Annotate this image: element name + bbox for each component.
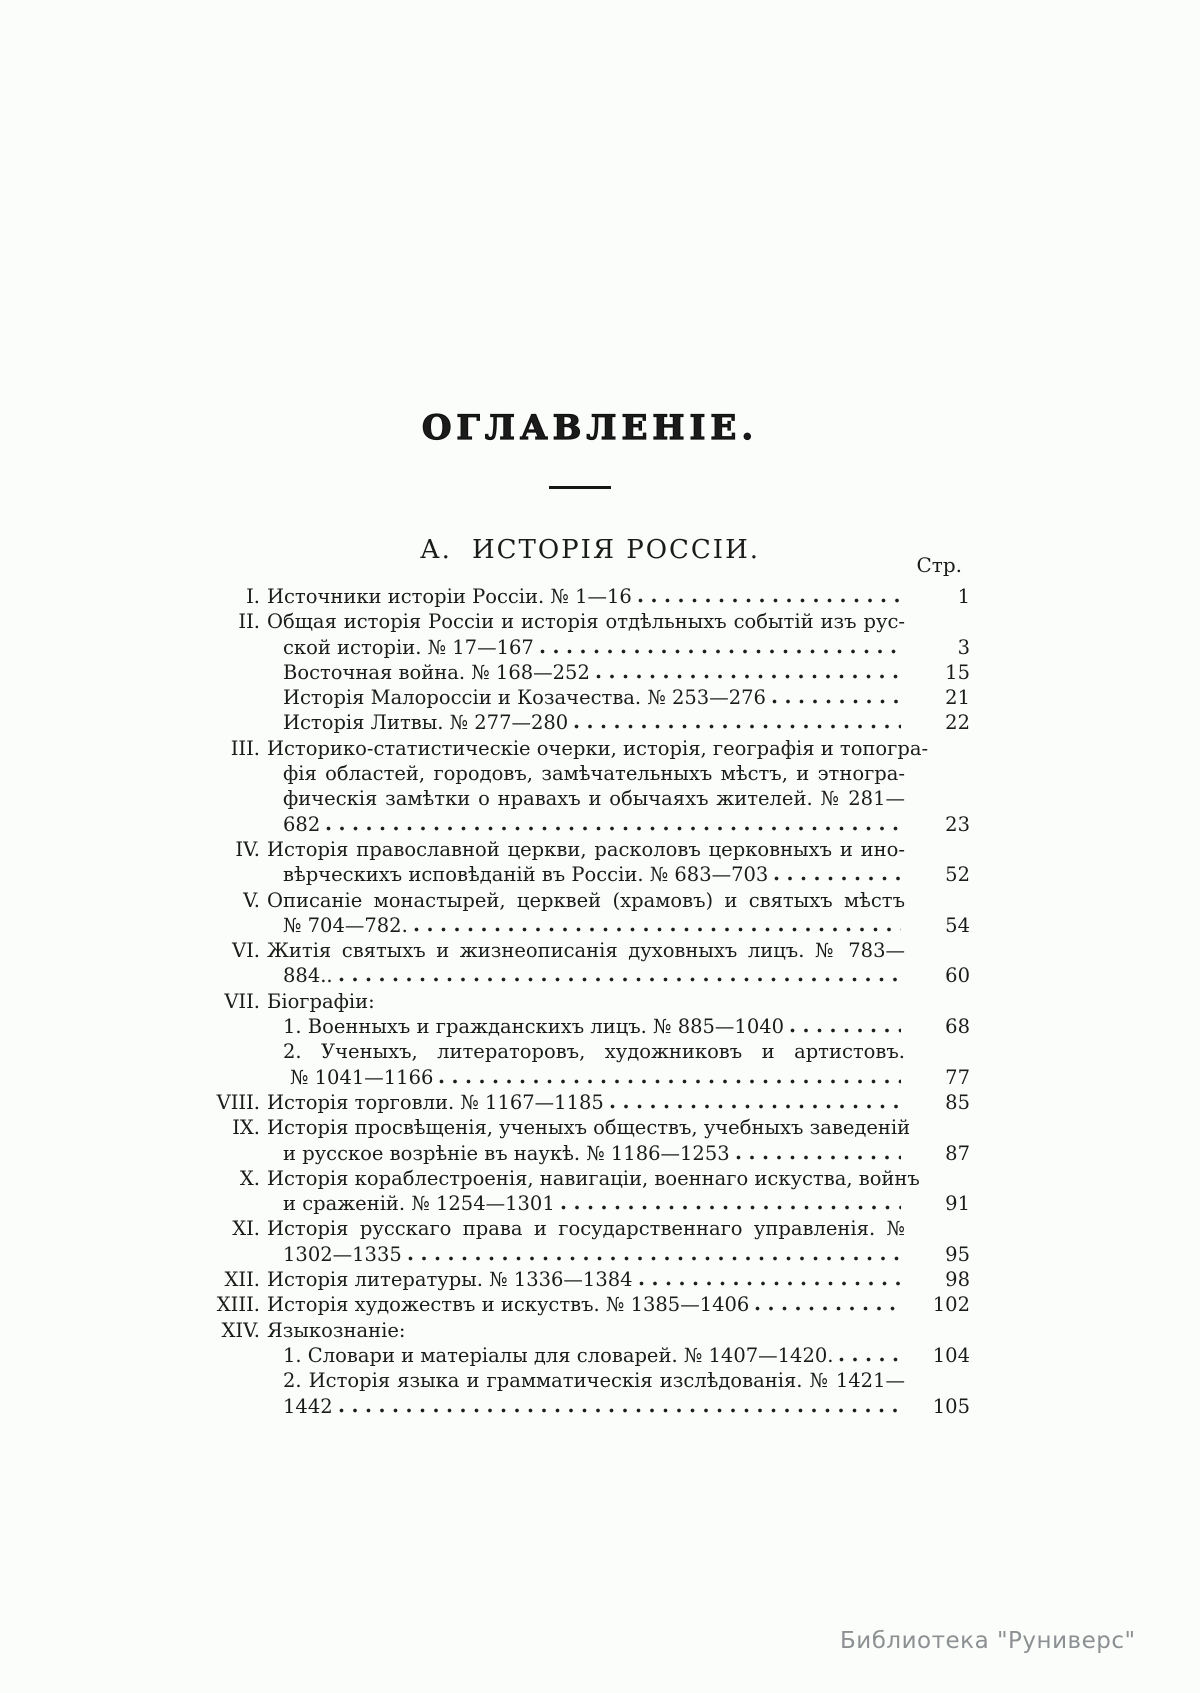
toc-row-page-number: 60 [945,964,970,988]
toc-row-page-number: 105 [932,1394,970,1418]
toc-row-text: Исторія кораблестроенія, навигаціи, военнаго искуства, войнъ [267,1166,920,1190]
toc-row-page-number: 15 [945,660,970,684]
toc-row-text: фическія замѣтки о нравахъ и обычаяхъ жителей. № 281— [283,787,905,811]
toc-row [210,1216,970,1241]
toc-row-text: Житія святыхъ и жизнеописанія духовныхъ лицъ. № 783— [267,939,905,963]
toc-row-page-number: 104 [932,1343,970,1367]
toc-row-numeral: VIII. [216,1090,260,1114]
toc-row [210,1368,970,1393]
toc-row [210,1242,970,1267]
toc-row-page-number: 23 [945,812,970,836]
toc-row-text: Общая исторія Россіи и исторія отдѣльныхъ событій изъ рус- [267,610,905,634]
toc-row-text: Исторія просвѣщенія, ученыхъ обществъ, учебныхъ заведеній [267,1116,911,1140]
toc-row-text: 2. Исторія языка и грамматическія изслѣдованія. № 1421— [283,1369,905,1393]
toc-row-page-number: 98 [945,1268,970,1292]
toc-row-page-number: 3 [957,635,970,659]
toc-row [210,1267,970,1292]
toc-row-text: 1442 [283,1394,333,1418]
toc-row-numeral: IX. [232,1116,260,1140]
dot-leader [610,1104,901,1109]
toc-row [210,1166,970,1191]
dot-leader [540,649,901,654]
toc-row-page-number: 95 [945,1242,970,1266]
toc-row [210,786,970,811]
toc-row [210,635,970,660]
toc-row [210,736,970,761]
section-title: ИСТОРІЯ РОССІИ. [471,535,761,565]
toc-row-text: 884.. [283,964,333,988]
toc-row-text: и русское возрѣніе въ наукѣ. № 1186—1253 [283,1141,730,1165]
dot-leader [736,1155,901,1160]
toc-row [210,761,970,786]
toc-row-text: 2. Ученыхъ, литераторовъ, художниковъ и артистовъ. [283,1040,905,1064]
toc-row-text: Біографіи: [267,989,375,1013]
toc-row-numeral: V. [243,888,260,912]
toc-row-text: Языкознаніе: [267,1318,406,1342]
dot-leader [639,1281,901,1286]
toc-row-numeral: VII. [224,989,260,1013]
toc-row [210,710,970,735]
toc-row-text: Исторія Малороссіи и Козачества. № 253—276 [283,686,766,710]
toc-row-numeral: I. [246,585,260,608]
toc-row-text: Описаніе монастырей, церквей (храмовъ) и святыхъ мѣстъ [267,888,905,912]
toc-row [210,685,970,710]
dot-leader [439,1079,901,1084]
dot-leader [326,826,901,831]
toc-row-numeral: XII. [224,1268,260,1292]
toc-row [210,938,970,963]
toc-row-page-number: 1 [957,585,970,608]
toc-row-text: и сраженій. № 1254—1301 [283,1192,555,1216]
dot-leader [339,1408,901,1413]
toc-row-numeral: IV. [235,837,260,861]
toc-row-text: вѣрческихъ исповѣданій въ Россіи. № 683—703 [283,863,769,887]
dot-leader [755,1306,901,1311]
toc-row-page-number: 68 [945,1015,970,1039]
dot-leader [414,927,901,932]
dot-leader [408,1256,901,1261]
toc-row-numeral: XIII. [216,1293,260,1317]
toc-row-page-number: 52 [945,863,970,887]
toc-row [210,1394,970,1419]
toc-row [210,888,970,913]
toc-row [210,609,970,634]
toc-row-page-number: 77 [945,1065,970,1089]
toc-row [210,1318,970,1343]
toc-row-numeral: III. [230,736,260,760]
toc-row [210,812,970,837]
page-title: ОГЛАВЛЕНІЕ. [421,408,759,448]
toc-row-page-number: 87 [945,1141,970,1165]
toc-row [210,1141,970,1166]
toc-row-text: Источники исторіи Россіи. № 1—16 [267,585,632,608]
dot-leader [638,598,901,603]
toc-row-page-number: 22 [945,711,970,735]
toc-row [210,1191,970,1216]
toc-row [210,1292,970,1317]
toc-row-text: Исторія православной церкви, расколовъ церковныхъ и ино- [267,837,905,861]
toc-row-text: Историко-статистическіе очерки, исторія, географія и топогра- [267,736,929,760]
toc-row [210,963,970,988]
toc-row [210,584,970,609]
toc-row-text: 682 [283,812,321,836]
toc-row-text: Восточная война. № 168—252 [283,660,590,684]
toc-row-page-number: 54 [945,913,970,937]
dot-leader [772,699,901,704]
page-column-header: Стр. [916,553,962,577]
toc-row [210,1090,970,1115]
dot-leader [339,977,901,982]
toc-row-page-number: 21 [945,686,970,710]
toc-row-text: Исторія торговли. № 1167—1185 [267,1090,604,1114]
toc-row-text: Исторія русскаго права и государственнаго управленія. № [267,1217,905,1241]
toc-row-text: Исторія Литвы. № 277—280 [283,711,569,735]
toc-row-numeral: VI. [232,939,260,963]
dot-leader [596,674,901,679]
section-letter: А. [419,535,452,565]
toc-row [210,660,970,685]
dot-leader [561,1205,901,1210]
toc-row [210,1039,970,1064]
toc-row-page-number: 102 [932,1293,970,1317]
toc-row [210,1065,970,1090]
toc-row-text: Исторія художествъ и искуствъ. № 1385—1406 [267,1293,750,1317]
toc-row-numeral: X. [239,1166,260,1190]
toc-row [210,1014,970,1039]
toc-row-numeral: XI. [232,1217,260,1241]
toc-row [210,989,970,1014]
dot-leader [774,876,901,881]
dot-leader [839,1357,901,1362]
toc-row-text: ской исторіи. № 17—167 [283,635,534,659]
toc-row [210,1343,970,1368]
dot-leader [790,1028,901,1033]
toc-row-text: 1. Военныхъ и гражданскихъ лицъ. № 885—1040 [283,1015,785,1039]
library-watermark: Библиотека "Руниверс" [840,1628,1136,1654]
toc-row-numeral: XIV. [221,1318,260,1342]
toc-row-text: фія областей, городовъ, замѣчательныхъ мѣстъ, и этногра- [283,762,905,786]
toc-row-page-number: 91 [945,1192,970,1216]
table-of-contents [210,584,970,1419]
title-divider-rule [549,486,611,489]
toc-row-text: № 704—782. [283,913,408,937]
toc-row-text: 1. Словари и матеріалы для словарей. № 1407—1420. [283,1343,834,1367]
toc-row-page-number: 85 [945,1090,970,1114]
toc-row-text: Исторія литературы. № 1336—1384 [267,1268,633,1292]
toc-row [210,1115,970,1140]
dot-leader [574,724,901,729]
toc-row-numeral: II. [238,610,260,634]
toc-row-text: № 1041—1166 [290,1065,434,1089]
toc-row [210,862,970,887]
toc-row-text: 1302—1335 [283,1242,402,1266]
toc-row [210,837,970,862]
toc-row [210,913,970,938]
